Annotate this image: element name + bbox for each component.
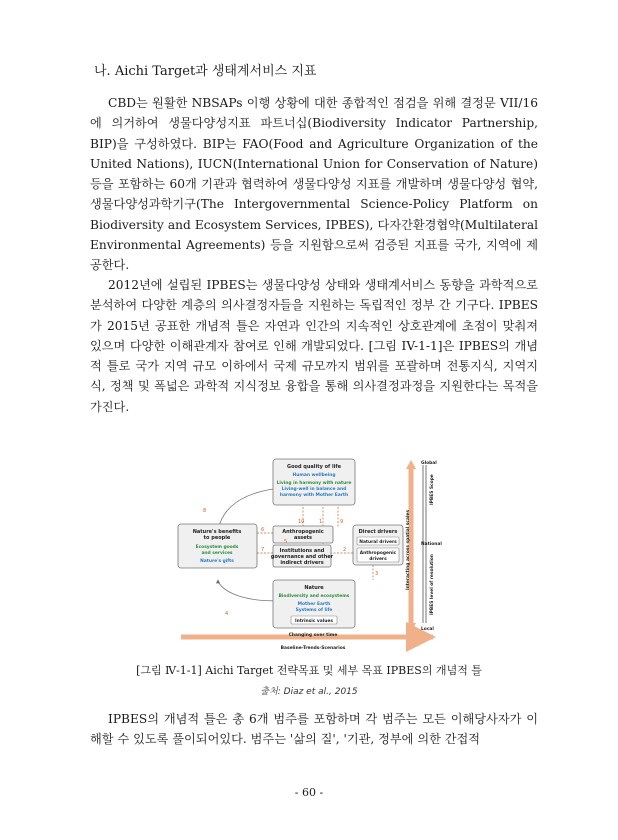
living-well-label-2: harmony with Mother Earth <box>279 493 349 498</box>
page-number: - 60 - <box>294 786 324 799</box>
biodiversity-label: Biodiversity and ecosystems <box>278 594 350 599</box>
number-6: 6 <box>261 527 265 533</box>
natures-gifts-label: Nature's gifts <box>200 559 234 564</box>
number-4: 4 <box>225 611 229 617</box>
number-2: 2 <box>343 547 347 553</box>
number-5: 5 <box>284 539 288 545</box>
nature-box <box>273 580 355 628</box>
living-well-label-1: Living-well in balance and <box>281 487 347 492</box>
human-wellbeing-label: Human wellbeing <box>292 473 336 478</box>
institutions-box <box>271 545 334 567</box>
mother-earth-label: Mother Earth <box>297 602 331 607</box>
institutions-label-1: Institutions and <box>279 548 325 554</box>
national-label: National <box>421 542 442 547</box>
local-label: Local <box>421 627 434 632</box>
natures-benefits-label-1: Nature's benefits <box>192 529 242 535</box>
figure-source: 출처: Diaz et al., 2015 <box>260 687 358 697</box>
paragraph-ipbes: 2012년에 설립된 IPBES는 생물다양성 상태와 생태계서비스 동향을 과학적으로 분석하여 다양한 계층의 의사결정자들을 지원하는 독립적인 정부 간 기구다. IPBES가 2015년 공표한 개념적 틀은 자연과 인간의 지속적인 상호관계에 초점이 맞춰져 있으며 다양한 이해관계자 참여로 인해 개발되었다. [그림 IV-1-1]은 IPBES의 개념적 틀로 국가 지역 규모 이하에서 국제 규모까지 범위를 포괄하며 전통지식, 지역지식, 정책 및 폭넓은 과학적 지식정보 융합을 통해 의사결정과정을 지원한다는 목적을 가진다. <box>90 278 538 414</box>
institutions-label-2: governance and other <box>270 554 334 560</box>
intrinsic-values-label: Intrinsic values <box>295 619 333 624</box>
institutions-label-3: indirect drivers <box>280 560 324 566</box>
ipbes-conceptual-framework-figure <box>173 455 451 655</box>
anthro-assets-label-2: assets <box>293 535 313 541</box>
ipbes-scope-label: IPBES Scope <box>430 474 435 505</box>
direct-drivers-box <box>353 525 403 565</box>
nature-label: Nature <box>304 585 324 591</box>
paragraph-bip: CBD는 원활한 NBSAPs 이행 상황에 대한 종합적인 점검을 위해 결정문 VII/16에 의거하여 생물다양성지표 파트너십(Biodiversity Indicator Partnership, BIP)을 구성하였다. BIP는 FAO(Food and Agriculture Organization of the United Nations), IUCN(International Union for Conservation of Nature) 등을 포함하는 60개 기관과 협력하여 생물다양성 지표를 개발하며 생물다양성 협약, 생물다양성과학기구(The Intergovernmental Science-Policy Platform on Biodiversity and Ecosystem Services, IPBES), 다자간환경협약(Multilateral Environmental Agreements) 등을 지원함으로써 검증된 지표를 국가, 지역에 제공한다. <box>90 96 538 273</box>
baseline-label: Baseline-Trends-Scenarios <box>280 646 346 651</box>
number-9: 9 <box>340 519 344 525</box>
paragraph-categories: IPBES의 개념적 틀은 총 6개 범주를 포함하며 각 범주는 모든 이해당사자가 이해할 수 있도록 풀이되어있다. 범주는 '삶의 질', '기관, 정부에 의한 간접적 <box>90 712 538 747</box>
number-1: 1 <box>319 519 323 525</box>
global-label: Global <box>421 461 437 466</box>
interacting-label: Interacting across spatial scales <box>406 509 411 590</box>
number-8: 8 <box>203 508 207 514</box>
direct-drivers-label: Direct drivers <box>358 529 398 535</box>
number-7: 7 <box>261 547 265 553</box>
changing-over-time-label: Changing over time <box>288 633 338 638</box>
good-quality-box <box>273 459 355 505</box>
anthro-drivers-label-1: Anthropogenic <box>359 551 397 556</box>
eco-goods-label-2: and services <box>201 551 233 556</box>
anthro-assets-label-1: Anthropogenic <box>282 529 324 535</box>
anthropogenic-assets-box <box>273 526 333 543</box>
living-harmony-label: Living in harmony with nature <box>276 481 352 486</box>
eco-goods-label-1: Ecosystem goods <box>195 545 239 550</box>
ipbes-resolution-label: IPBES level of resolution <box>430 554 435 615</box>
good-quality-label: Good quality of life <box>287 464 341 470</box>
section-heading: 나. Aichi Target과 생태계서비스 지표 <box>94 64 317 79</box>
number-3: 3 <box>375 571 379 577</box>
natures-benefits-box <box>178 524 257 568</box>
natures-benefits-label-2: to people <box>203 535 231 541</box>
figure-caption: [그림 Ⅳ-1-1] Aichi Target 전략목표 및 세부 목표 IPBES의 개념적 틀 <box>136 664 482 677</box>
number-10: 10 <box>298 519 305 525</box>
natural-drivers-label: Natural drivers <box>359 540 397 545</box>
anthro-drivers-label-2: drivers <box>369 557 387 562</box>
systems-of-life-label: Systems of life <box>295 608 333 613</box>
